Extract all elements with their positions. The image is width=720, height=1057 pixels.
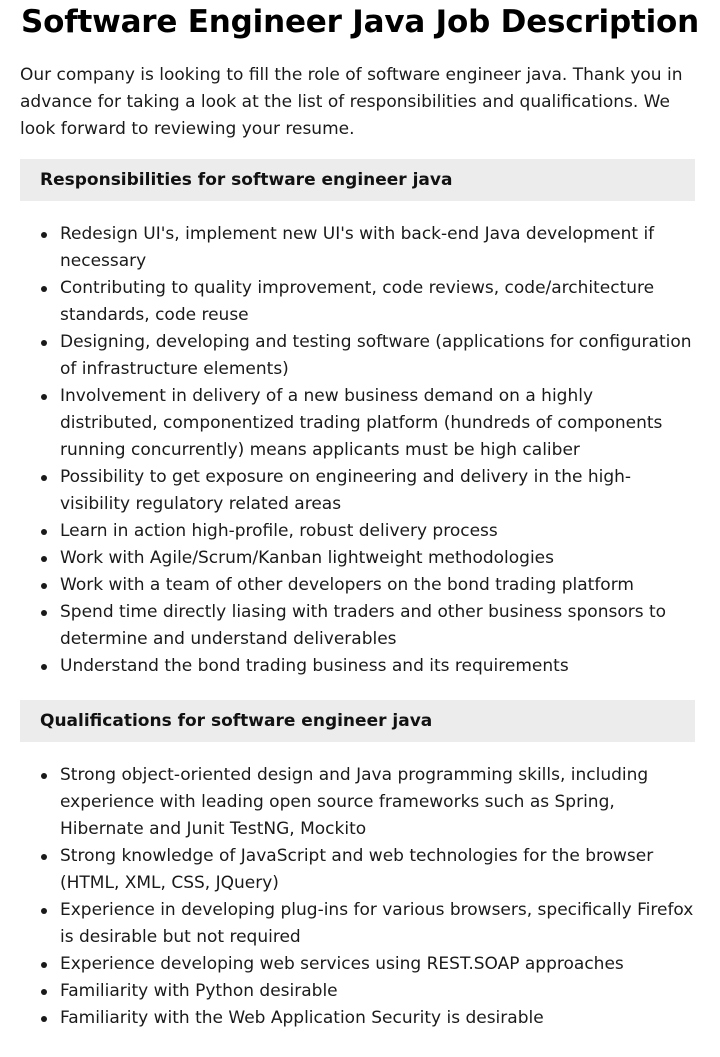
list-item-text: Strong object-oriented design and Java programming skills, including experience with leading open source frameworks such as Spring, Hibernate and Junit TestNG, Mockito: [60, 765, 649, 839]
list-item-text: Experience developing web services using REST.SOAP approaches: [60, 954, 624, 974]
spacer: [0, 680, 720, 684]
responsibilities-heading: Responsibilities for software engineer java: [20, 159, 695, 201]
list-item-text: Redesign UI's, implement new UI's with back-end Java development if necessary: [60, 224, 655, 271]
bullet-icon: [41, 773, 47, 779]
bullet-icon: [41, 232, 47, 238]
bullet-icon: [41, 664, 47, 670]
list-item-text: Strong knowledge of JavaScript and web technologies for the browser (HTML, XML, CSS, JQuery): [60, 846, 654, 893]
list-item-text: Spend time directly liasing with traders and other business sponsors to determine and understand deliverables: [60, 602, 667, 649]
bullet-icon: [41, 529, 47, 535]
list-item-text: Designing, developing and testing software (applications for configuration of infrastructure elements): [60, 332, 692, 379]
bullet-icon: [41, 908, 47, 914]
list-item-text: Involvement in delivery of a new business demand on a highly distributed, componentized trading platform (hundreds of components running concurrently) means applicants must be high caliber: [60, 386, 663, 460]
list-item-text: Contributing to quality improvement, code reviews, code/architecture standards, code reuse: [60, 278, 655, 325]
list-item: [20, 518, 695, 545]
qualifications-list: [20, 762, 695, 1032]
list-item-text: Learn in action high-profile, robust delivery process: [60, 521, 498, 541]
list-item: [20, 464, 695, 518]
list-item-text: Understand the bond trading business and its requirements: [60, 656, 569, 676]
list-item-text: Work with Agile/Scrum/Kanban lightweight methodologies: [60, 548, 554, 568]
qualifications-heading: Qualifications for software engineer java: [20, 700, 695, 742]
bullet-icon: [41, 854, 47, 860]
page-title: Software Engineer Java Job Description: [21, 4, 699, 40]
list-item: [20, 275, 695, 329]
bullet-icon: [41, 475, 47, 481]
list-item-text: Possibility to get exposure on engineering and delivery in the high-visibility regulatory related areas: [60, 467, 632, 514]
list-item: [20, 762, 695, 843]
list-item: [20, 1005, 695, 1032]
bullet-icon: [41, 962, 47, 968]
list-item: [20, 978, 695, 1005]
list-item: [20, 383, 695, 464]
bullet-icon: [41, 583, 47, 589]
list-item: [20, 951, 695, 978]
bullet-icon: [41, 286, 47, 292]
list-item: [20, 545, 695, 572]
bullet-icon: [41, 989, 47, 995]
bullet-icon: [41, 394, 47, 400]
list-item: [20, 221, 695, 275]
list-item-text: Familiarity with Python desirable: [60, 981, 338, 1001]
list-item: [20, 329, 695, 383]
bullet-icon: [41, 556, 47, 562]
list-item-text: Familiarity with the Web Application Security is desirable: [60, 1008, 544, 1028]
bullet-icon: [41, 340, 47, 346]
list-item: [20, 572, 695, 599]
list-item: [20, 843, 695, 897]
responsibilities-list: [20, 221, 695, 680]
list-item: [20, 897, 695, 951]
bullet-icon: [41, 1016, 47, 1022]
list-item-text: Experience in developing plug-ins for various browsers, specifically Firefox is desirable but not required: [60, 900, 694, 947]
intro-paragraph: Our company is looking to fill the role of software engineer java. Thank you in advance for taking a look at the list of responsibilities and qualifications. We look forward to reviewing your resume.: [20, 65, 683, 139]
list-item: [20, 599, 695, 653]
bullet-icon: [41, 610, 47, 616]
list-item-text: Work with a team of other developers on the bond trading platform: [60, 575, 634, 595]
list-item: [20, 653, 695, 680]
